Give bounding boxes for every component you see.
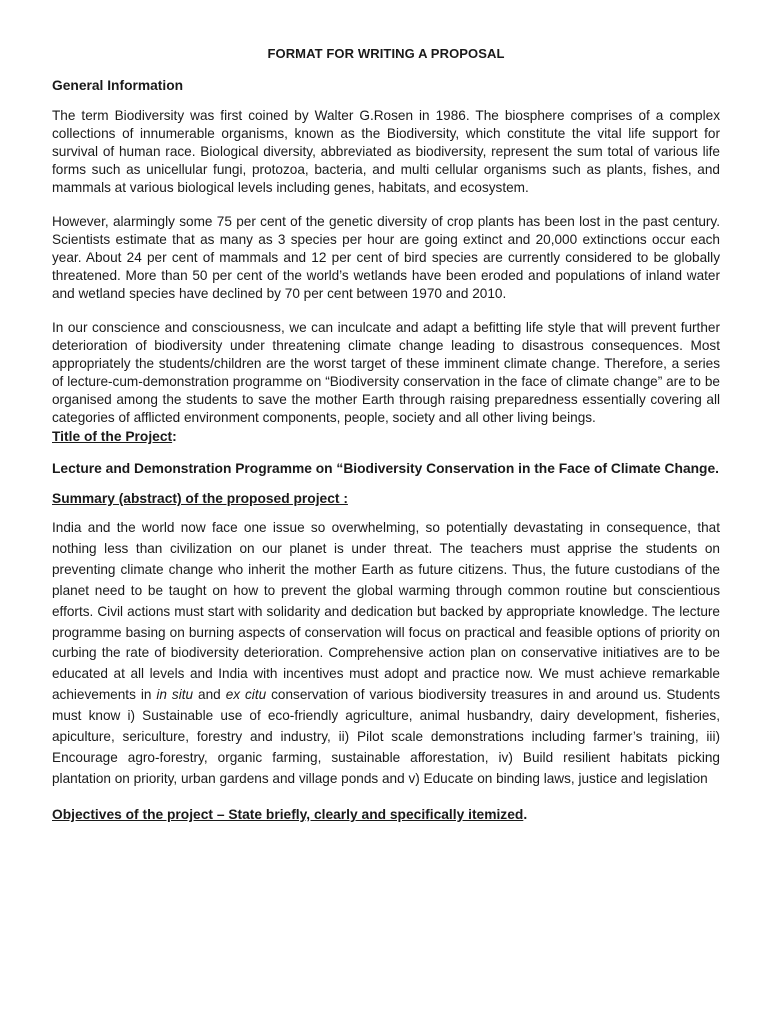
project-title-label-text: Title of the Project <box>52 429 173 444</box>
objectives-heading-period: . <box>523 806 528 822</box>
paragraph-biodiversity-loss: However, alarmingly some 75 per cent of the genetic diversity of crop plants has been lost in the past century. Scientists estimate that as many as 3 species per hour are going extinct and 20,000 extinctions occur each year. About 24 per cent of mammals and 12 per cent of bird species are currently considered to be globally threatened. More than 50 per cent of the world’s wetlands have been eroded and populations of inland water and wetland species have declined by 70 per cent between 1970 and 2010. <box>52 214 720 301</box>
summary-text-part2: and <box>193 687 226 703</box>
project-title: Lecture and Demonstration Programme on “Biodiversity Conservation in the Face of Climate Change. <box>52 461 719 476</box>
paragraph-biodiversity-definition: The term Biodiversity was first coined by Walter G.Rosen in 1986. The biosphere comprises of a complex collections of innumerable organisms, known as the Biodiversity, which constitute the vital life support for survival of human race. Biological diversity, abbreviated as biodiversity, represent the sum total of various life forms such as unicellular fungi, protozoa, bacteria, and multi cellular organisms such as plants, fishes, and mammals at various biological levels including genes, habitats, and ecosystem. <box>52 108 720 195</box>
objectives-heading-text: Objectives of the project – State briefly, clearly and specifically itemized <box>52 806 524 822</box>
summary-heading: Summary (abstract) of the proposed project : <box>52 491 348 506</box>
general-information-heading: General Information <box>52 78 184 93</box>
paragraph-conscience: In our conscience and consciousness, we can inculcate and adapt a befitting life style that will prevent further deterioration of biodiversity under threatening climate change leading to disastrous consequences. Most appropriately the students/children are the worst target of these imminent climate change. Therefore, a series of lecture-cum-demonstration programme on “Biodiversity conservation in the face of climate change” are to be organised among the students to save the mother Earth through raising preparedness essentially covering all categories of afflicted environment components, people, society and all other living beings. <box>52 320 720 425</box>
project-title-label <box>52 427 720 447</box>
summary-italic-in-situ: in situ <box>156 687 194 703</box>
project-title-label-colon: : <box>172 429 177 444</box>
document-title: FORMAT FOR WRITING A PROPOSAL <box>267 46 505 61</box>
summary-paragraph <box>52 518 720 790</box>
summary-text-part1: India and the world now face one issue so overwhelming, so potentially devastating in consequence, that nothing less than civilization on our planet is under threat. The teachers must apprise the students on preventing climate change who inherit the mother Earth as future citizens. Thus, the future custodians of the planet need to be taught on how to prevent the global warming through common routine but conscientious efforts. Civil actions must start with solidarity and dedication but backed by appropriate knowledge. The lecture programme basing on burning aspects of conservation will focus on practical and feasible options of priority on curbing the rate of biodiversity deterioration. Comprehensive action plan on conservative initiatives are to be educated at all levels and India with incentives must adopt and practice now. We must achieve remarkable achievements in <box>52 520 720 703</box>
objectives-heading <box>52 806 720 824</box>
summary-italic-ex-citu: ex citu <box>225 687 267 703</box>
summary-text-part3: conservation of various biodiversity treasures in and around us. Students must know i) Sustainable use of eco-friendly agriculture, animal husbandry, dairy development, fisheries, apiculture, sericulture, forestry and industry, ii) Pilot scale demonstrations including farmer’s training, iii) Encourage agro-forestry, organic farming, sustainable afforestation, iv) Build resilient habitats picking plantation on priority, urban gardens and village ponds and v) Educate on binding laws, justice and legislation <box>52 687 721 786</box>
